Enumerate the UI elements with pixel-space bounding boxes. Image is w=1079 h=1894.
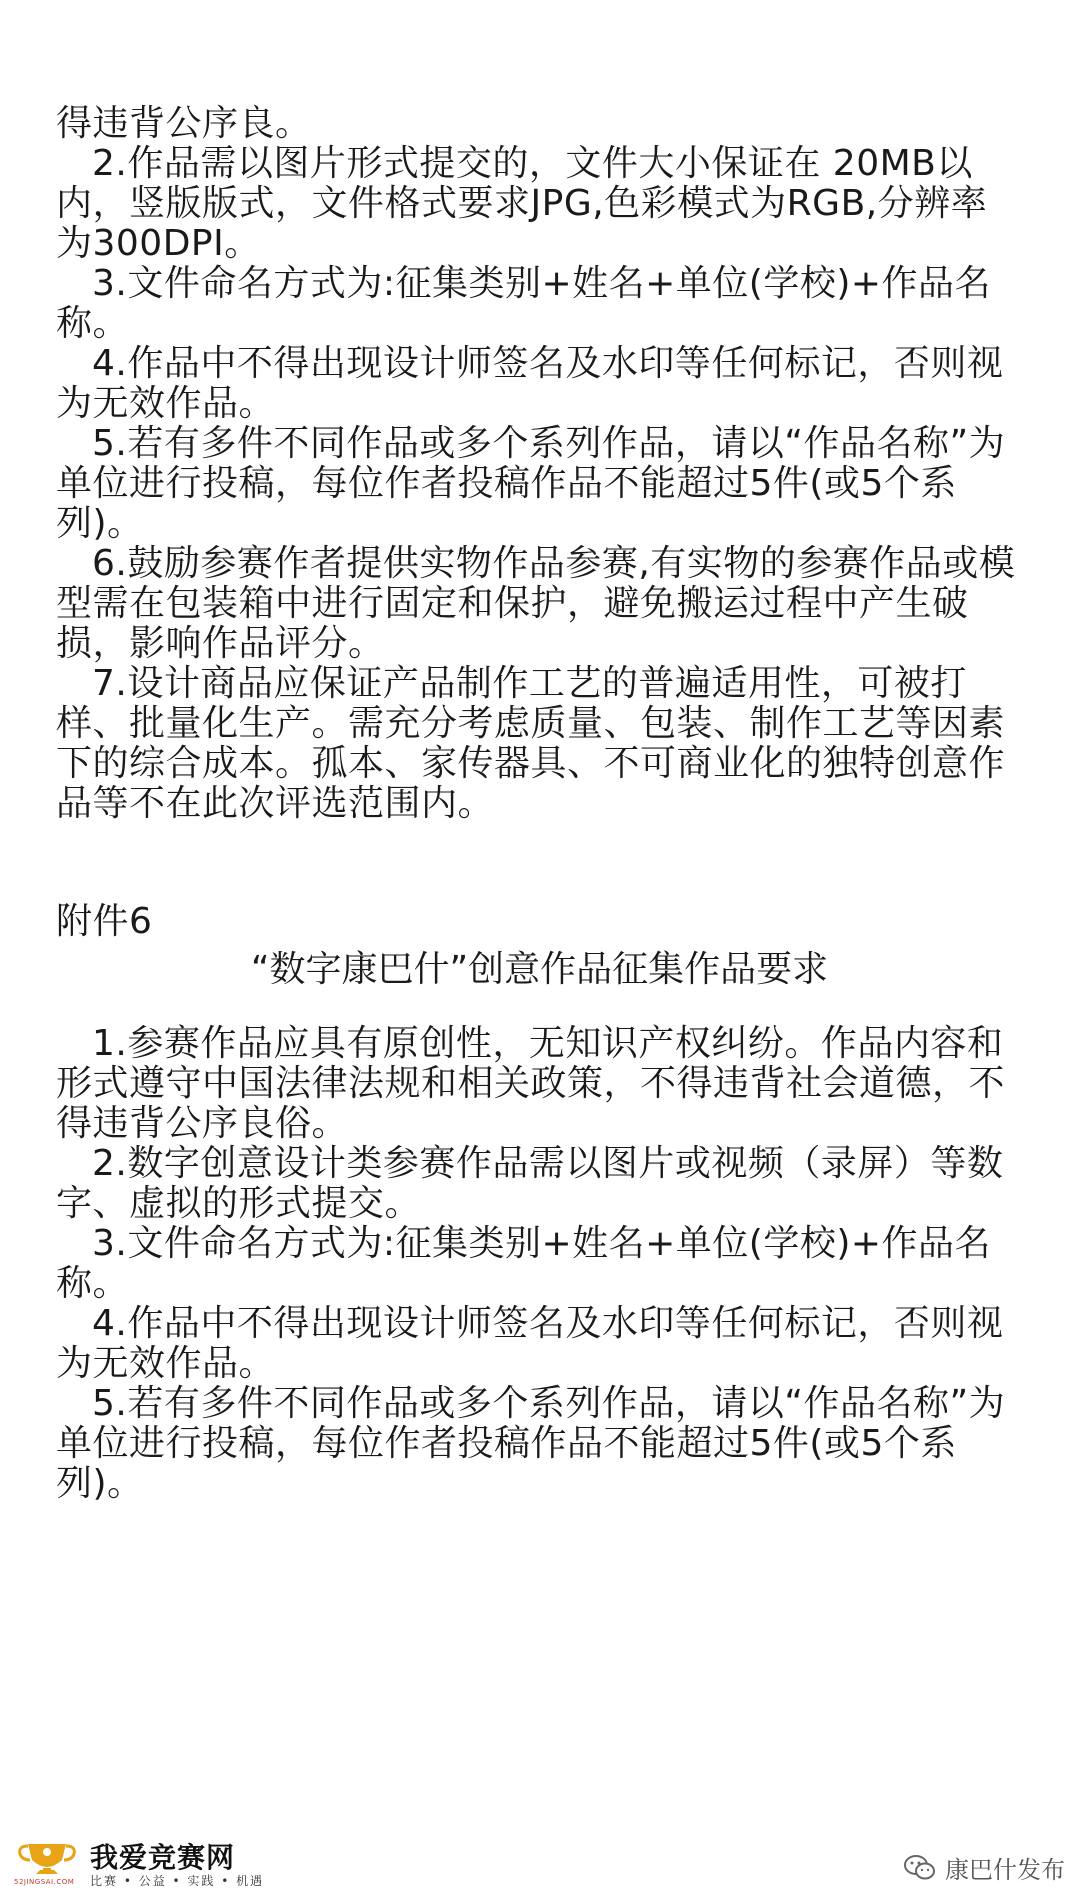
body-text-line: 为无效作品。 <box>56 383 276 424</box>
body-text-line: 样、批量化生产。需充分考虑质量、包装、制作工艺等因素 <box>56 703 1006 744</box>
section-title: “数字康巴什”创意作品征集作品要求 <box>250 949 829 990</box>
section-text-line: 列)。 <box>56 1463 144 1504</box>
section-text-line: 3.文件命名方式为:征集类别+姓名+单位(学校)+作品名 <box>92 1223 992 1264</box>
body-text-line: 为300DPI。 <box>56 223 261 264</box>
body-text-line: 6.鼓励参赛作者提供实物作品参赛,有实物的参赛作品或模 <box>92 543 1016 584</box>
section-text-line: 2.数字创意设计类参赛作品需以图片或视频（录屏）等数 <box>92 1143 1004 1184</box>
body-text-line: 型需在包装箱中进行固定和保护，避免搬运过程中产生破 <box>56 583 969 624</box>
section-text-line: 字、虚拟的形式提交。 <box>56 1183 422 1224</box>
source-watermark <box>903 1850 1065 1885</box>
section-text-line: 称。 <box>56 1263 130 1304</box>
body-text-line: 列)。 <box>56 503 144 544</box>
body-text-line: 品等不在此次评选范围内。 <box>56 783 495 824</box>
source-label: 康巴什发布 <box>945 1856 1065 1884</box>
body-text-line: 称。 <box>56 303 130 344</box>
body-text-line: 5.若有多件不同作品或多个系列作品，请以“作品名称”为 <box>92 423 1006 464</box>
site-logo <box>14 1840 264 1890</box>
logo-url: 52JINGSAI.COM <box>14 1878 75 1886</box>
section-text-line: 5.若有多件不同作品或多个系列作品，请以“作品名称”为 <box>92 1383 1006 1424</box>
section-text-line: 为无效作品。 <box>56 1343 276 1384</box>
body-text-line: 得违背公序良。 <box>56 103 312 144</box>
attachment-label: 附件6 <box>56 901 153 942</box>
section-text-line: 4.作品中不得出现设计师签名及水印等任何标记，否则视 <box>92 1303 1004 1344</box>
logo-slogan: 比赛 • 公益 • 实践 • 机遇 <box>90 1874 265 1888</box>
body-text-line: 7.设计商品应保证产品制作工艺的普遍适用性，可被打 <box>92 663 967 704</box>
logo-text: 我爱竞赛网 <box>90 1841 236 1874</box>
body-text-line: 内，竖版版式，文件格式要求JPG,色彩模式为RGB,分辨率 <box>56 183 988 224</box>
section-text-line: 单位进行投稿，每位作者投稿作品不能超过5件(或5个系 <box>56 1423 957 1464</box>
body-text-line: 4.作品中不得出现设计师签名及水印等任何标记，否则视 <box>92 343 1004 384</box>
body-text-line: 单位进行投稿，每位作者投稿作品不能超过5件(或5个系 <box>56 463 957 504</box>
wechat-icon <box>903 1854 937 1882</box>
body-text-line: 下的综合成本。孤本、家传器具、不可商业化的独特创意作 <box>56 743 1006 784</box>
section-text-line: 1.参赛作品应具有原创性，无知识产权纠纷。作品内容和 <box>92 1023 1004 1064</box>
body-text-line: 损，影响作品评分。 <box>56 623 385 664</box>
section-text-line: 得违背公序良俗。 <box>56 1103 349 1144</box>
body-text-line: 3.文件命名方式为:征集类别+姓名+单位(学校)+作品名 <box>92 263 992 304</box>
body-text-line: 2.作品需以图片形式提交的，文件大小保证在 20MB以 <box>92 143 973 184</box>
section-text-line: 形式遵守中国法律法规和相关政策，不得违背社会道德，不 <box>56 1063 1006 1104</box>
